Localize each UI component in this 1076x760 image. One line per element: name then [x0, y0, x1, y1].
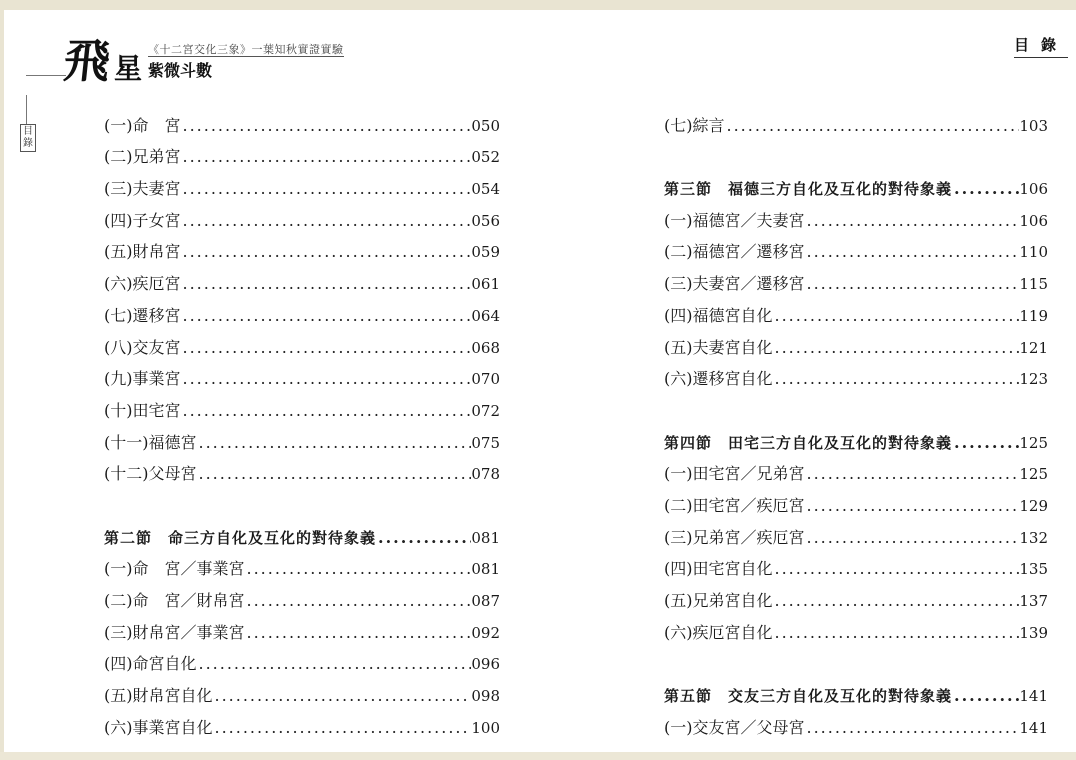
toc-entry-page: 050 [471, 116, 500, 135]
toc-leader-dots [773, 623, 1020, 643]
toc-entry-page: 075 [471, 433, 500, 452]
toc-entry [104, 421, 500, 453]
toc-leader-dots [805, 528, 1020, 548]
toc-leader-dots [952, 179, 1019, 199]
toc-entry-page: 064 [471, 306, 500, 325]
toc-entry-title: (五)兄弟宮自化 [664, 591, 773, 610]
toc-entry [664, 453, 1048, 485]
toc-leader-dots [181, 401, 472, 421]
toc-section-title: 第五節 交友三方自化及互化的對待象義 [664, 687, 953, 706]
toc-leader-dots [773, 306, 1020, 326]
toc-entry-page: 123 [1019, 370, 1048, 389]
toc-entry-title: (二)田宅宮／疾厄宮 [664, 495, 805, 515]
logo-subtitle: 紫微斗數 [148, 61, 213, 80]
toc-entry-page: 081 [471, 560, 500, 579]
toc-entry-page: 078 [471, 465, 500, 484]
toc-entry [104, 199, 500, 231]
toc-entry-page: 059 [471, 243, 500, 262]
toc-leader-dots [181, 369, 472, 389]
toc-section-title: 第四節 田宅三方自化及互化的對待象義 [664, 433, 953, 452]
toc-entry [664, 611, 1048, 643]
toc-entry [664, 199, 1048, 231]
logo-tagline: 《十二宮交化三象》一葉知秋實證實驗 [148, 43, 344, 56]
toc-section-title: 第三節 福德三方自化及互化的對待象義 [664, 180, 953, 199]
toc-entry [104, 674, 500, 706]
toc-entry-title: (一)福德宮／夫妻宮 [664, 210, 805, 230]
toc-entry-page: 115 [1019, 275, 1048, 294]
toc-entry-title: (七)遷移宮 [104, 305, 181, 325]
toc-entry [664, 516, 1048, 548]
toc-entry-title: (一)交友宮／父母宮 [664, 717, 805, 737]
toc-leader-dots [181, 338, 472, 358]
toc-entry [104, 706, 500, 738]
toc-entry-title: (五)財帛宮 [104, 242, 181, 262]
logo-rule [26, 75, 66, 76]
toc-leader-dots [245, 559, 472, 579]
toc-entry-title: (三)夫妻宮 [104, 179, 181, 199]
toc-entry [664, 294, 1048, 326]
toc-entry [664, 358, 1048, 390]
toc-leader-dots [376, 528, 471, 548]
toc-entry-page: 100 [471, 718, 500, 737]
toc-entry [664, 579, 1048, 611]
toc-entry-page: 072 [471, 401, 500, 420]
left-page [4, 10, 538, 752]
toc-entry-title: (十)田宅宮 [104, 400, 181, 420]
toc-entry [104, 579, 500, 611]
toc-entry [104, 358, 500, 390]
toc-entry-title: (二)福德宮／遷移宮 [664, 242, 805, 262]
toc-entry-title: (六)遷移宮自化 [664, 369, 773, 389]
logo-char-fei: 飛 [61, 34, 113, 88]
toc-entry [104, 548, 500, 580]
toc-entry-title: (四)子女宮 [104, 210, 181, 230]
toc-leader-dots [805, 464, 1020, 484]
toc-entry [664, 706, 1048, 738]
toc-entry [104, 104, 500, 136]
toc-entry-page: 135 [1019, 560, 1048, 579]
toc-leader-dots [213, 718, 472, 738]
toc-leader-dots [725, 116, 1020, 136]
toc-entry-page: 054 [471, 180, 500, 199]
page-running-title: 目錄 [1014, 34, 1068, 58]
toc-leader-dots [181, 116, 472, 136]
toc-spacer [104, 484, 500, 516]
toc-right [664, 104, 1048, 738]
toc-entry-page: 092 [471, 623, 500, 642]
toc-entry [104, 231, 500, 263]
toc-entry-page: 121 [1019, 338, 1048, 357]
scan-top-border [0, 0, 1076, 10]
toc-entry-page: 070 [471, 370, 500, 389]
toc-section-page: 081 [471, 528, 500, 547]
toc-entry-title: (一)命 宮／事業宮 [104, 559, 245, 579]
toc-entry-title: (三)夫妻宮／遷移宮 [664, 274, 805, 294]
toc-section-title: 第二節 命三方自化及互化的對待象義 [104, 528, 377, 547]
toc-left [104, 104, 500, 738]
toc-entry [104, 643, 500, 675]
toc-leader-dots [181, 179, 472, 199]
toc-leader-dots [773, 338, 1020, 358]
toc-leader-dots [197, 654, 472, 674]
toc-entry [664, 484, 1048, 516]
toc-entry-page: 139 [1019, 623, 1048, 642]
side-rule [26, 95, 27, 124]
toc-leader-dots [197, 464, 472, 484]
toc-entry [664, 231, 1048, 263]
toc-entry [104, 611, 500, 643]
side-tab-mark: 目錄 [20, 124, 36, 152]
toc-leader-dots [245, 623, 472, 643]
toc-entry-title: (一)命 宮 [104, 115, 181, 135]
toc-leader-dots [805, 496, 1020, 516]
toc-leader-dots [181, 211, 472, 231]
toc-entry-title: (六)疾厄宮自化 [664, 622, 773, 642]
toc-section-page: 106 [1019, 180, 1048, 199]
toc-entry-page: 087 [471, 592, 500, 610]
toc-entry-title: (三)兄弟宮／疾厄宮 [664, 527, 805, 547]
toc-entry-title: (十二)父母宮 [104, 464, 197, 484]
toc-entry-title: (十一)福德宮 [104, 432, 197, 452]
toc-spacer [664, 136, 1048, 168]
toc-leader-dots [197, 433, 472, 453]
toc-entry-title: (一)田宅宮／兄弟宮 [664, 464, 805, 484]
toc-entry [104, 294, 500, 326]
toc-entry-page: 056 [471, 211, 500, 230]
toc-section-heading [104, 516, 500, 548]
toc-entry-title: (九)事業宮 [104, 369, 181, 389]
toc-section-page: 125 [1019, 433, 1048, 452]
toc-leader-dots [181, 147, 472, 167]
scan-bottom-border [0, 752, 1076, 760]
toc-spacer [664, 389, 1048, 421]
toc-entry [104, 453, 500, 485]
toc-entry-page: 125 [1019, 465, 1048, 484]
toc-entry-title: (二)命 宮／財帛宮 [104, 591, 245, 610]
toc-entry [104, 167, 500, 199]
toc-entry-page: 137 [1019, 592, 1048, 610]
toc-leader-dots [181, 274, 472, 294]
toc-entry-page: 098 [471, 687, 500, 706]
toc-entry-page: 052 [471, 148, 500, 167]
toc-leader-dots [773, 559, 1020, 579]
toc-entry [104, 326, 500, 358]
toc-entry-title: (八)交友宮 [104, 337, 181, 357]
toc-entry-title: (五)財帛宮自化 [104, 686, 213, 706]
toc-entry-title: (五)夫妻宮自化 [664, 337, 773, 357]
toc-leader-dots [773, 369, 1020, 389]
right-page [538, 10, 1076, 752]
toc-entry [104, 136, 500, 168]
toc-spacer [664, 643, 1048, 675]
toc-entry-page: 096 [471, 655, 500, 674]
toc-entry-page: 103 [1019, 116, 1048, 135]
toc-entry [104, 389, 500, 421]
book-logo [26, 34, 344, 104]
toc-entry-title: (六)事業宮自化 [104, 717, 213, 737]
toc-entry-title: (四)福德宮自化 [664, 305, 773, 325]
toc-entry-page: 129 [1019, 496, 1048, 515]
toc-leader-dots [805, 211, 1020, 231]
toc-leader-dots [805, 242, 1020, 262]
toc-leader-dots [213, 686, 472, 706]
toc-entry-title: (四)田宅宮自化 [664, 559, 773, 579]
toc-entry-title: (四)命宮自化 [104, 654, 197, 674]
toc-section-heading [664, 674, 1048, 706]
toc-leader-dots [245, 591, 472, 611]
toc-entry [664, 104, 1048, 136]
toc-entry-page: 061 [471, 275, 500, 294]
toc-leader-dots [181, 242, 472, 262]
toc-entry [664, 326, 1048, 358]
toc-entry-page: 132 [1019, 528, 1048, 547]
toc-entry-page: 119 [1019, 306, 1048, 325]
toc-entry [664, 548, 1048, 580]
toc-entry-page: 106 [1019, 211, 1048, 230]
toc-section-page: 141 [1019, 687, 1048, 706]
toc-leader-dots [952, 433, 1019, 453]
toc-entry [664, 262, 1048, 294]
toc-leader-dots [181, 306, 472, 326]
toc-entry-page: 110 [1019, 243, 1048, 262]
toc-section-heading [664, 167, 1048, 199]
toc-entry [104, 262, 500, 294]
toc-leader-dots [952, 686, 1019, 706]
toc-entry-title: (六)疾厄宮 [104, 274, 181, 294]
toc-leader-dots [805, 274, 1020, 294]
toc-entry-page: 141 [1019, 718, 1048, 737]
toc-leader-dots [773, 591, 1020, 611]
toc-entry-title: (七)綜言 [664, 115, 725, 135]
toc-entry-title: (二)兄弟宮 [104, 147, 181, 167]
toc-leader-dots [805, 718, 1020, 738]
toc-section-heading [664, 421, 1048, 453]
toc-entry-title: (三)財帛宮／事業宮 [104, 622, 245, 642]
logo-char-xing: 星 [114, 52, 143, 85]
toc-entry-page: 068 [471, 338, 500, 357]
